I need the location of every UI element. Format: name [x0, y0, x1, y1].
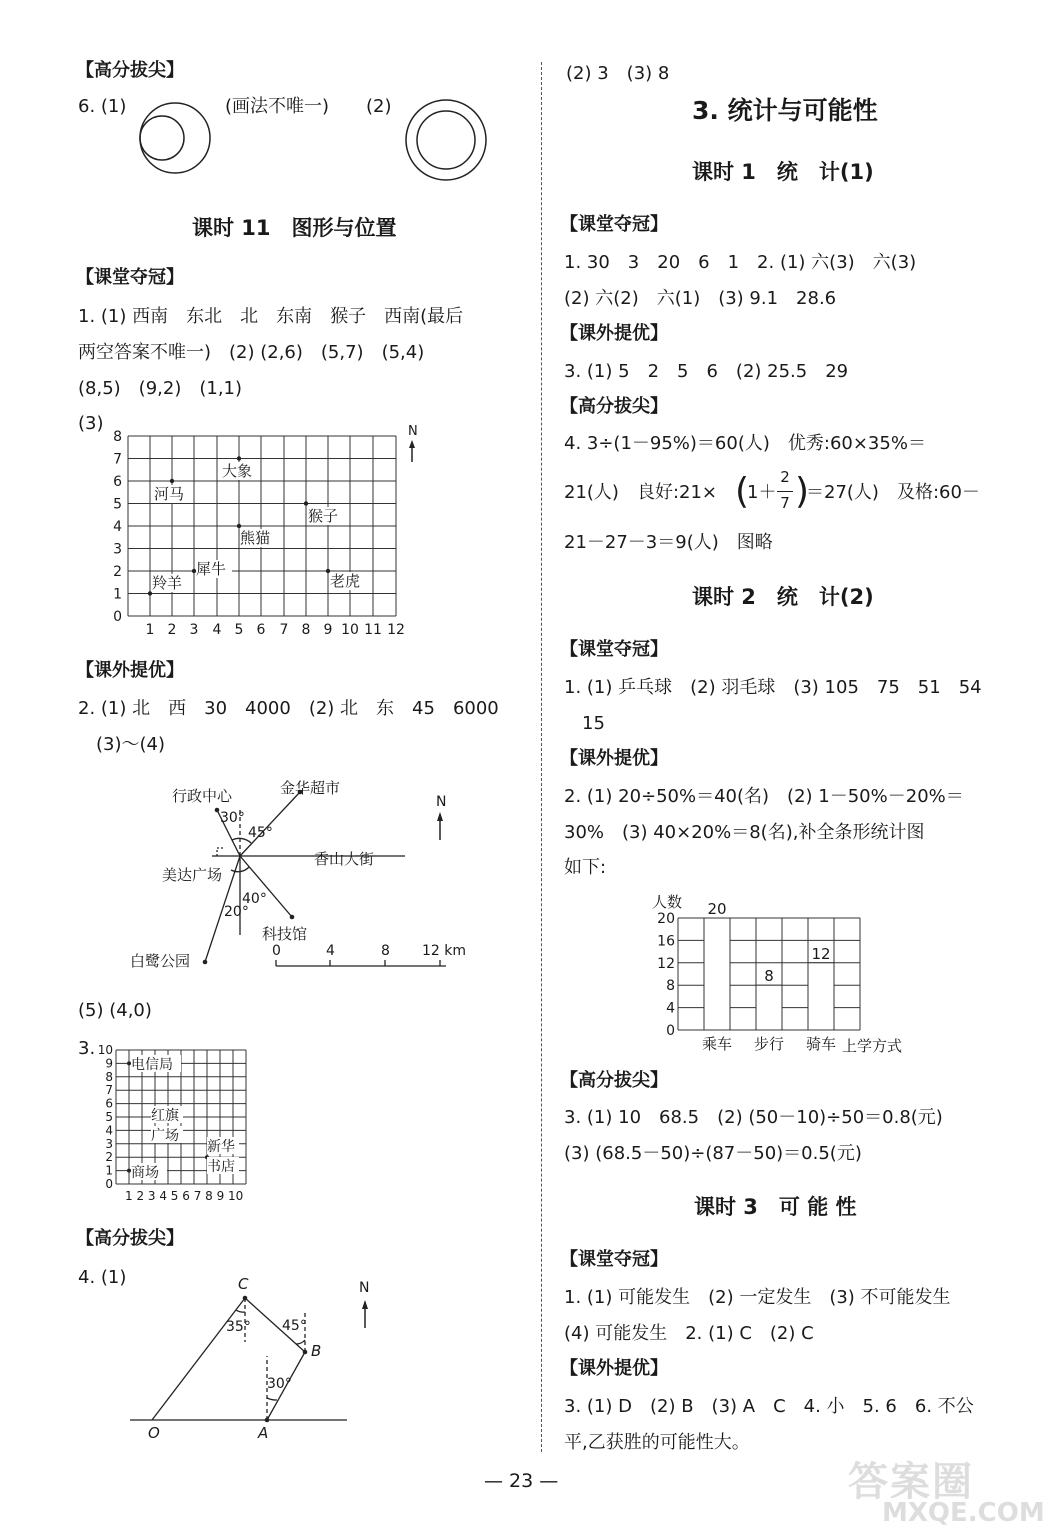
north-label: N	[359, 1280, 370, 1296]
q6-circles-2	[400, 98, 495, 183]
chart-bar	[808, 963, 834, 1030]
p3-line1: 3. (1) D (2) B (3) A C 4. 小 5. 6 6. 不公	[564, 1396, 974, 1417]
y-tick: 1	[113, 586, 122, 603]
chart-category-label: 步行	[753, 1035, 785, 1053]
y-tick: 4	[105, 1123, 113, 1138]
x-tick: 11	[364, 622, 382, 638]
y-tick: 3	[105, 1136, 113, 1151]
animal-label-tiger: 老虎	[330, 572, 361, 590]
prev-answers: (2) 3 (3) 8	[566, 63, 670, 84]
y-tick: 2	[105, 1150, 113, 1165]
chart-y-tick: 20	[657, 911, 675, 927]
transport-bar-chart	[650, 888, 920, 1058]
r1-line2: (2) 六(2) 六(1) (3) 9.1 28.6	[564, 288, 837, 309]
frac-numerator: 2	[780, 468, 790, 486]
y-tick: 1	[105, 1163, 113, 1178]
s1-line2: 15	[582, 713, 605, 734]
p3-line2: 平,乙获胜的可能性大。	[564, 1432, 750, 1453]
y-tick: 5	[105, 1110, 113, 1124]
q4-label: 4. (1)	[78, 1267, 127, 1288]
lesson-1-title: 课时 1 统 计(1)	[692, 160, 874, 184]
q6-note: (画法不唯一)	[225, 96, 330, 117]
y-tick: 0	[113, 609, 122, 625]
p1-line1: 1. (1) 可能发生 (2) 一定发生 (3) 不可能发生	[564, 1287, 951, 1308]
place-label-xinhua: 新华	[207, 1139, 235, 1155]
y-tick: 7	[105, 1083, 113, 1098]
north-arrow-icon	[437, 812, 443, 821]
point-label-b: B	[311, 1342, 322, 1360]
place-label-guangchang: 广场	[151, 1128, 179, 1144]
frac-prefix: 1＋	[747, 482, 777, 503]
lesson-11-title: 课时 11 图形与位置	[192, 216, 397, 240]
animal-label-monkey: 猴子	[308, 507, 339, 525]
q2-part5: (5) (4,0)	[78, 1000, 152, 1021]
section-header-gaofen: 【高分拔尖】	[76, 60, 184, 81]
column-divider	[541, 62, 542, 1452]
y-tick: 5	[113, 496, 122, 513]
place-label-admin-center: 行政中心	[172, 787, 233, 805]
y-tick: 3	[113, 541, 122, 558]
angle-label: 20°	[224, 904, 249, 920]
frac-bar	[777, 491, 793, 492]
s3-line1: 3. (1) 10 68.5 (2) (50－10)÷50＝0.8(元)	[564, 1107, 943, 1128]
y-tick: 9	[105, 1056, 113, 1071]
p1-line2: (4) 可能发生 2. (1) C (2) C	[564, 1323, 814, 1344]
point-label-c: C	[238, 1275, 249, 1293]
angle-label: 45°	[282, 1318, 307, 1334]
place-label-telecom: 电信局	[131, 1057, 173, 1073]
section-header-ketang: 【课堂夺冠】	[76, 267, 184, 288]
chart-y-tick: 0	[666, 1023, 675, 1039]
r4-line2a: 21(人) 良好:21×	[564, 482, 717, 503]
frac-denominator: 7	[780, 494, 790, 512]
angle-label: 30°	[267, 1376, 292, 1392]
animal-label-panda: 熊猫	[240, 529, 271, 547]
s2-line1: 2. (1) 20÷50%＝40(名) (2) 1－50%－20%＝	[564, 786, 964, 807]
zoo-grid	[100, 420, 430, 645]
angle-label: 40°	[242, 891, 267, 907]
animal-label-elephant: 大象	[222, 462, 253, 480]
place-label-mall: 商场	[131, 1165, 159, 1181]
chart-bar	[756, 985, 782, 1030]
section-header-gaofen: 【高分拔尖】	[560, 1070, 668, 1091]
chart-data-label: 12	[811, 944, 831, 963]
y-tick: 7	[113, 451, 122, 468]
point-label-o: O	[148, 1424, 160, 1442]
s2-line2: 30% (3) 40×20%＝8(名),补全条形统计图	[564, 822, 925, 843]
section-header-kewai: 【课外提优】	[560, 1358, 668, 1379]
point-label-a: A	[258, 1424, 269, 1442]
q6-circles-1	[130, 100, 220, 175]
north-arrow-icon	[362, 1300, 368, 1309]
chart-y-tick: 8	[666, 978, 675, 995]
north-label: N	[408, 424, 418, 439]
q1-line3: (8,5) (9,2) (1,1)	[78, 378, 243, 399]
watermark-url: MXQE.COM	[882, 1498, 1045, 1528]
place-label-bailu-park: 白鹭公园	[130, 952, 191, 970]
q1-part3: (3)	[78, 413, 104, 434]
place-label-hongqi: 红旗	[151, 1108, 179, 1124]
q1-line1: 1. (1) 西南 东北 北 东南 猴子 西南(最后	[78, 306, 464, 327]
q2-line1: 2. (1) 北 西 30 4000 (2) 北 东 45 6000	[78, 698, 499, 719]
angle-label: 45°	[248, 825, 273, 841]
chart-y-tick: 4	[666, 1000, 675, 1017]
chart-data-label: 8	[764, 967, 774, 986]
route-figure	[125, 1270, 385, 1445]
x-tick: 5	[234, 622, 244, 638]
section-header-ketang: 【课堂夺冠】	[560, 639, 668, 660]
animal-label-rhino: 犀牛	[196, 560, 227, 578]
x-tick: 9	[323, 622, 333, 638]
north-label: N	[436, 794, 447, 810]
place-label-jinhua-supermarket: 金华超市	[280, 779, 341, 797]
s2-line3: 如下:	[564, 857, 607, 878]
angle-label: 30°	[220, 810, 245, 826]
q1-line2: 两空答案不唯一) (2) (2,6) (5,7) (5,4)	[78, 342, 425, 363]
x-tick: 4	[212, 622, 222, 638]
angle-label: 35°	[226, 1319, 251, 1335]
y-tick: 6	[113, 474, 122, 490]
x-tick: 6	[256, 622, 266, 638]
chart-y-tick: 16	[657, 933, 675, 950]
watermark-logo: 答案圈	[848, 1459, 974, 1505]
scale-label: 4	[326, 943, 335, 959]
r1-line1: 1. 30 3 20 6 1 2. (1) 六(3) 六(3)	[564, 252, 917, 273]
paren-left: (	[735, 471, 750, 512]
x-tick: 12	[387, 622, 405, 638]
r4-line2b: ＝27(人) 及格:60－	[806, 482, 980, 503]
paren-right: )	[795, 471, 810, 512]
chart-category-label: 骑车	[805, 1035, 837, 1053]
chart-data-label: 20	[707, 900, 727, 918]
chart-category-label: 乘车	[701, 1035, 733, 1053]
direction-map	[120, 770, 480, 980]
section-header-gaofen-2: 【高分拔尖】	[76, 1228, 184, 1249]
s3-line2: (3) (68.5－50)÷(87－50)＝0.5(元)	[564, 1143, 862, 1164]
scale-label: 8	[381, 943, 390, 959]
section-header-kewai: 【课外提优】	[560, 748, 668, 769]
animal-label-antelope: 羚羊	[152, 574, 183, 592]
r4-line3: 21－27－3＝9(人) 图略	[564, 532, 773, 553]
q2-line2: (3)～(4)	[96, 734, 165, 755]
x-tick: 3	[189, 622, 199, 638]
q3-label: 3.	[78, 1038, 96, 1059]
animal-label-hippo: 河马	[154, 485, 185, 503]
lesson-3-title: 课时 3 可 能 性	[694, 1195, 857, 1219]
chapter-title: 3. 统计与可能性	[692, 96, 878, 125]
page-number: — 23 —	[484, 1470, 559, 1492]
chart-bar	[704, 918, 730, 1030]
lesson-2-title: 课时 2 统 计(2)	[692, 585, 874, 609]
chart-xlabel: 上学方式	[842, 1037, 903, 1055]
city-grid	[96, 1040, 266, 1205]
r3-line: 3. (1) 5 2 5 6 (2) 25.5 29	[564, 361, 849, 382]
q6-part2: (2)	[366, 96, 392, 117]
place-label-xiangshan-street: 香山大街	[314, 850, 375, 868]
section-header-kewai: 【课外提优】	[560, 323, 668, 344]
scale-label: 0	[272, 943, 281, 959]
y-tick: 6	[105, 1096, 113, 1111]
section-header-ketang: 【课堂夺冠】	[560, 214, 668, 235]
q6-label: 6. (1)	[78, 96, 127, 117]
x-tick: 7	[279, 622, 289, 638]
y-tick: 4	[113, 519, 122, 535]
section-header-ketang: 【课堂夺冠】	[560, 1249, 668, 1270]
y-tick: 8	[113, 429, 122, 445]
x-tick: 8	[301, 622, 311, 638]
x-tick: 2	[167, 622, 177, 638]
y-tick: 2	[113, 564, 122, 580]
y-tick: 0	[105, 1177, 113, 1191]
place-label-meida-plaza: 美达广场	[162, 866, 223, 884]
x-tick: 1	[145, 622, 155, 638]
scale-label: 12 km	[422, 943, 467, 959]
x-tick: 10	[341, 622, 359, 638]
chart-ylabel: 人数	[652, 893, 683, 911]
x-ticks: 1 2 3 4 5 6 7 8 9 10	[125, 1189, 244, 1203]
place-label-bookstore: 书店	[207, 1159, 235, 1175]
y-tick: 10	[97, 1043, 113, 1057]
section-header-kewai: 【课外提优】	[76, 660, 184, 681]
y-tick: 8	[105, 1069, 113, 1084]
r4-line1: 4. 3÷(1－95%)＝60(人) 优秀:60×35%＝	[564, 433, 926, 454]
north-arrow-icon	[409, 440, 415, 448]
chart-y-tick: 12	[657, 955, 675, 972]
s1-line1: 1. (1) 乒乓球 (2) 羽毛球 (3) 105 75 51 54	[564, 677, 982, 698]
place-label-tech-museum: 科技馆	[262, 925, 308, 943]
section-header-gaofen: 【高分拔尖】	[560, 396, 668, 417]
